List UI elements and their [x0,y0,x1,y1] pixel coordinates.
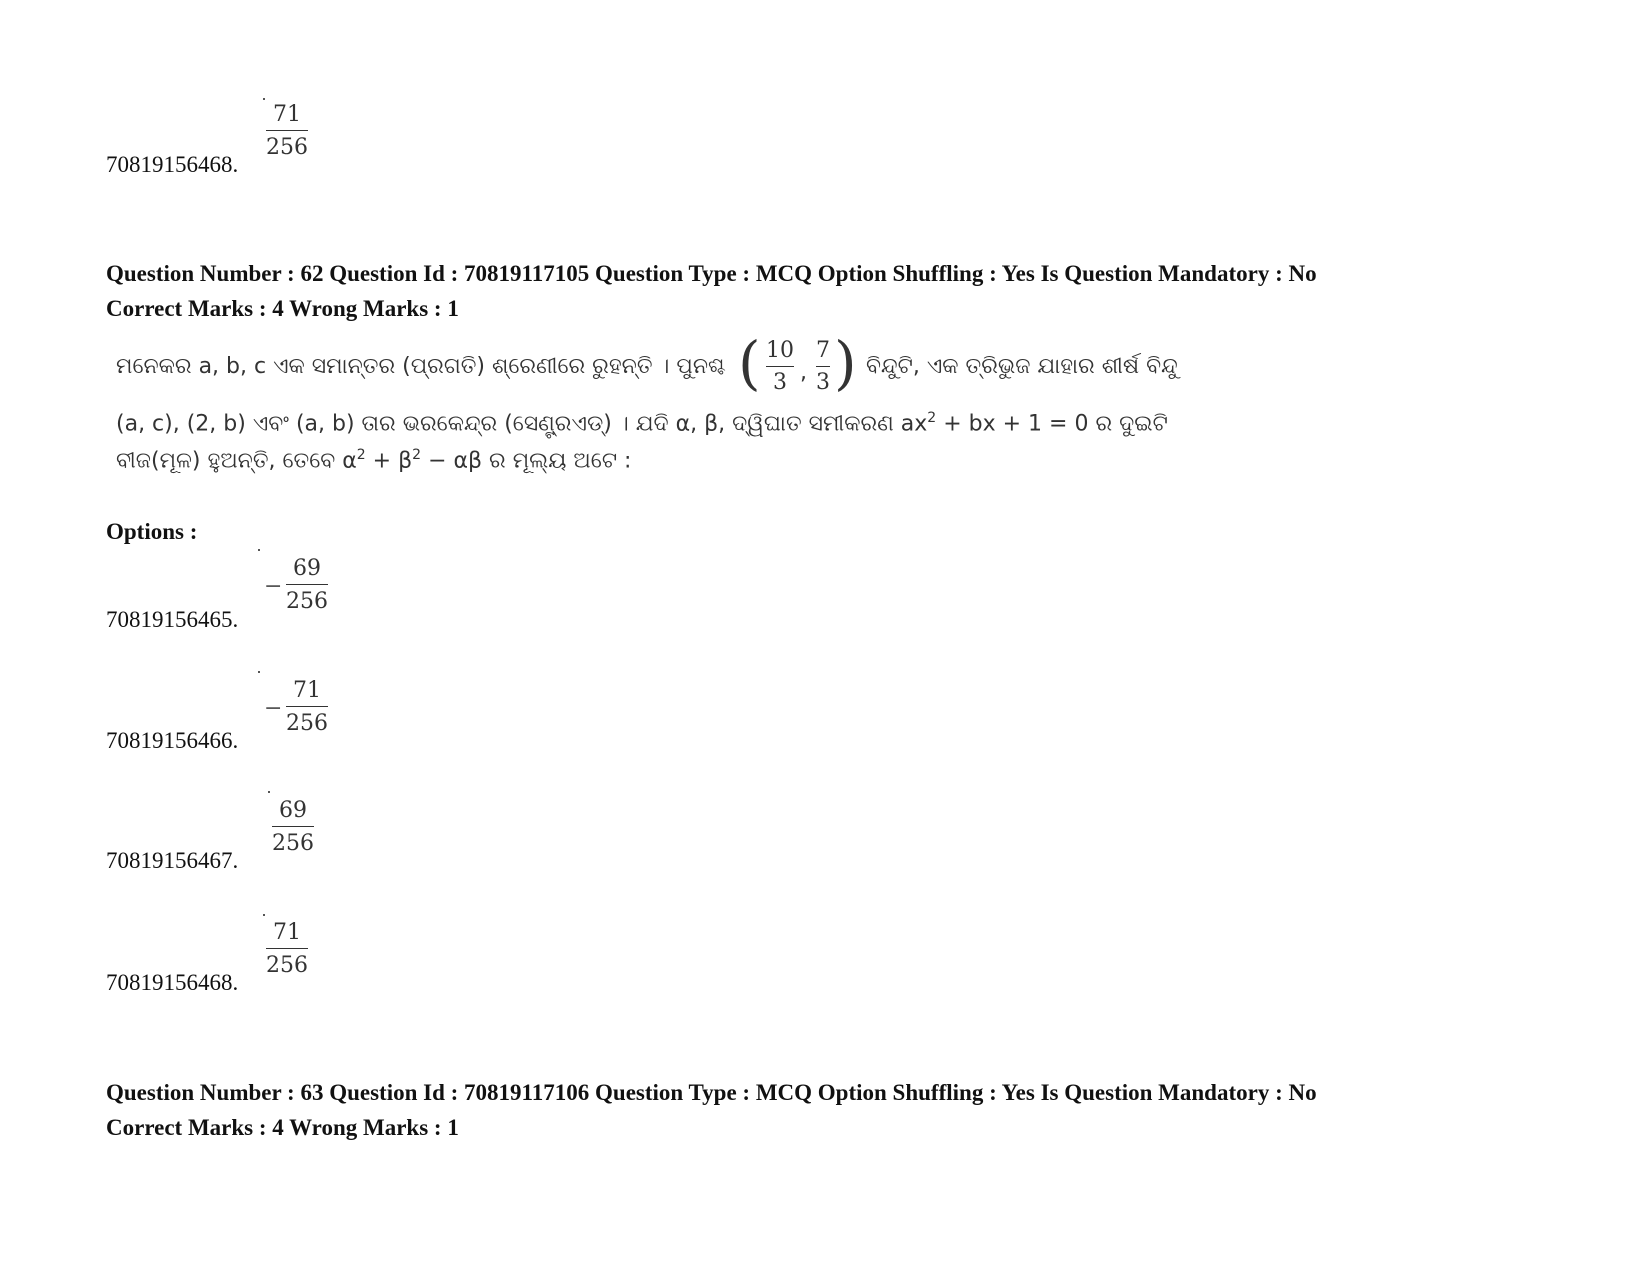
option-number: 70819156468. [106,970,239,995]
point-comma: , [800,360,807,385]
superscript: 2 [927,410,937,426]
point-y-fraction [816,340,830,394]
question-statement [106,330,1211,490]
statement-line-3-text-end: − αβ ର ମୂଲ୍ୟ ଅଟେ : [428,448,632,474]
option-number: 70819156465. [106,607,239,632]
superscript: 2 [412,447,422,463]
image-dot [258,671,260,673]
fraction-denominator: 256 [266,953,308,978]
option-fraction [286,680,328,735]
image-dot [258,549,260,551]
statement-line-2-text: (a, c), (2, b) ଏବଂ (a, b) ତାର ଭରକେନ୍ଦ୍ର (ସେଣ୍ଟ୍ରଏଡ୍) । ଯଦି α, β, ଦ୍ୱିଘାତ ସମୀକରଣ ax [116,411,928,437]
fraction-numerator: 71 [273,920,301,945]
image-dot [268,791,270,793]
fraction-numerator: 71 [293,678,321,703]
statement-line-2 [116,410,1168,436]
option-number: 70819156466. [106,728,239,753]
point-x-fraction [766,340,794,394]
option-fraction [266,104,308,159]
option-number: 70819156468. [106,152,239,177]
paren-right: ) [834,329,857,397]
image-dot [263,914,265,916]
question-meta-line: Question Number : 63 Question Id : 70819117106 Question Type : MCQ Option Shuffling : Yes Is Question Mandatory : No [106,1080,1317,1105]
minus-sign: − [264,696,283,721]
fraction-denominator: 256 [266,135,308,160]
point-x-numerator: 10 [766,338,794,363]
point-y-numerator: 7 [816,338,830,363]
fraction-denominator: 256 [286,589,328,614]
fraction-numerator: 69 [293,556,321,581]
question-meta-line: Question Number : 62 Question Id : 70819117105 Question Type : MCQ Option Shuffling : Yes Is Question Mandatory : No [106,261,1317,286]
question-marks-line: Correct Marks : 4 Wrong Marks : 1 [106,296,459,321]
fraction-denominator: 256 [286,711,328,736]
question-header [106,1075,1317,1145]
option-fraction [266,922,308,977]
statement-line-1-start: ମନେକର a, b, c ଏକ ସମାନ୍ତର (ପ୍ରଗତି) ଶ୍ରେଣୀରେ ରୁହନ୍ତି । ପୁନଶ୍ଚ [116,354,726,379]
superscript: 2 [356,447,366,463]
fraction-denominator: 256 [272,831,314,856]
statement-line-3-text-mid: + β [372,448,413,474]
question-marks-line: Correct Marks : 4 Wrong Marks : 1 [106,1115,459,1140]
point-x-denominator: 3 [773,370,787,395]
statement-line-1-end: ବିନ୍ଦୁଟି, ଏକ ତ୍ରିଭୁଜ ଯାହାର ଶୀର୍ଷ ବିନ୍ଦୁ [866,354,1178,379]
minus-sign: − [264,574,283,599]
options-label: Options : [106,519,198,544]
paren-left: ( [738,329,761,397]
image-dot [263,98,265,100]
point-y-denominator: 3 [816,370,830,395]
option-number: 70819156467. [106,848,239,873]
fraction-numerator: 69 [279,798,307,823]
statement-line-3 [116,447,631,473]
fraction-numerator: 71 [273,102,301,127]
statement-line-3-text: ବୀଜ(ମୂଳ) ହୁଅନ୍ତି, ତେବେ α [116,448,357,474]
statement-line-2-text-end: + bx + 1 = 0 ର ଦୁଇଟି [943,411,1168,437]
option-fraction [272,800,314,855]
question-header [106,256,1317,326]
option-fraction [286,558,328,613]
